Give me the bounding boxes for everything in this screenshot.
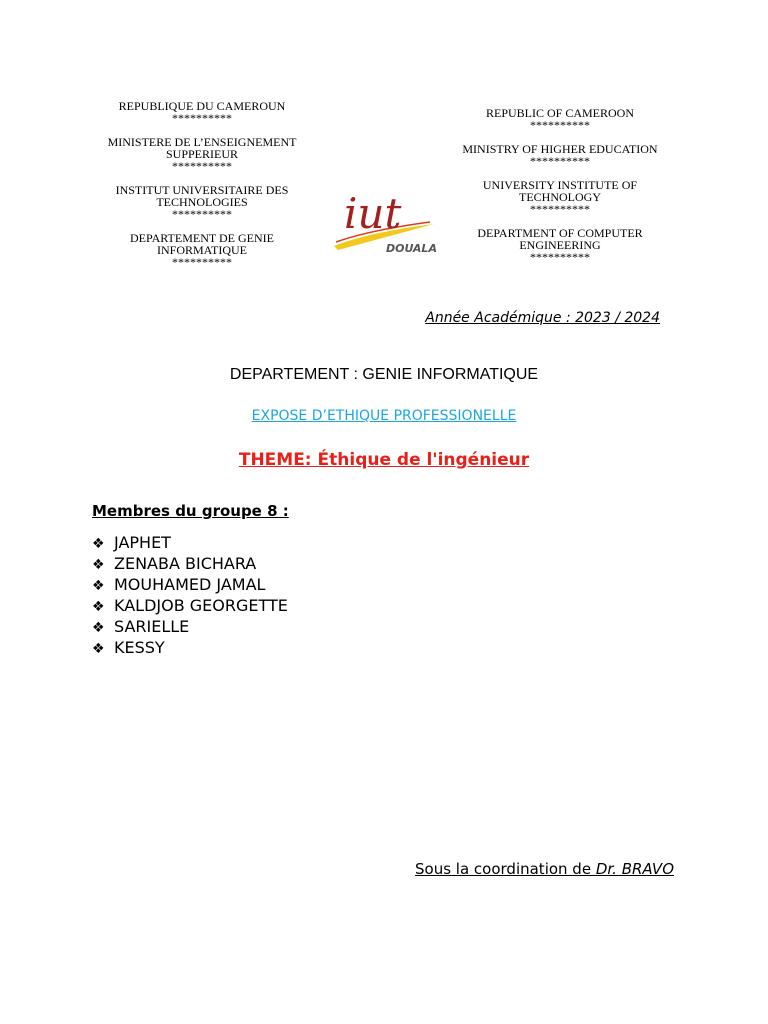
header-group xyxy=(100,136,304,172)
header-group xyxy=(458,179,662,215)
diamond-bullet-icon: ❖ xyxy=(92,578,105,594)
list-item xyxy=(92,532,288,553)
header-line: REPUBLIQUE DU CAMEROUN xyxy=(118,99,286,113)
member-name: KALDJOB GEORGETTE xyxy=(114,596,288,615)
member-name: KESSY xyxy=(114,638,165,657)
header-line: ********** xyxy=(530,154,590,168)
diamond-bullet-icon: ❖ xyxy=(92,557,105,573)
header-line: UNIVERSITY INSTITUTE OF xyxy=(482,178,638,192)
iut-douala-logo xyxy=(330,184,438,256)
header-group xyxy=(458,107,662,131)
header-line: ********** xyxy=(172,207,232,221)
header-group xyxy=(100,232,304,268)
header-group xyxy=(458,143,662,167)
header-line: INSTITUT UNIVERSITAIRE DES xyxy=(115,183,289,197)
coordination-prefix: Sous la coordination de xyxy=(415,860,596,878)
header-line: SUPPERIEUR xyxy=(165,147,239,161)
academic-year: Année Académique : 2023 / 2024 xyxy=(425,310,660,326)
diamond-bullet-icon: ❖ xyxy=(92,641,105,657)
expose-title: EXPOSE D’ETHIQUE PROFESSIONELLE xyxy=(251,408,517,424)
header-line: ********** xyxy=(172,159,232,173)
header-line: ********** xyxy=(530,250,590,264)
header-line: MINISTERE DE L’ENSEIGNEMENT xyxy=(107,135,297,149)
header-left-french xyxy=(100,100,304,280)
logo-text: iut xyxy=(344,189,402,238)
member-name: SARIELLE xyxy=(114,617,190,636)
header-right-english xyxy=(458,107,662,275)
list-item xyxy=(92,637,288,658)
list-item xyxy=(92,574,288,595)
diamond-bullet-icon: ❖ xyxy=(92,536,105,552)
header-line: TECHNOLOGY xyxy=(519,190,601,204)
list-item xyxy=(92,595,288,616)
group-title: Membres du groupe 8 : xyxy=(92,502,289,520)
header-line: DEPARTMENT OF COMPUTER xyxy=(477,226,643,240)
diamond-bullet-icon: ❖ xyxy=(92,620,105,636)
diamond-bullet-icon: ❖ xyxy=(92,599,105,615)
department-title: DEPARTEMENT : GENIE INFORMATIQUE xyxy=(229,366,539,383)
header-line: ********** xyxy=(172,255,232,269)
header-line: ENGINEERING xyxy=(519,238,601,252)
header-line: ********** xyxy=(530,118,590,132)
header-line: ********** xyxy=(530,202,590,216)
members-list xyxy=(92,532,288,658)
theme-title: THEME: Éthique de l'ingénieur xyxy=(238,450,530,470)
header-line: INFORMATIQUE xyxy=(157,243,247,257)
header-line: ********** xyxy=(172,111,232,125)
header-line: TECHNOLOGIES xyxy=(156,195,248,209)
header-group xyxy=(458,227,662,263)
header-line: REPUBLIC OF CAMEROON xyxy=(485,106,635,120)
member-name: ZENABA BICHARA xyxy=(114,554,257,573)
coordination-line xyxy=(415,860,674,878)
header-line: MINISTRY OF HIGHER EDUCATION xyxy=(462,142,658,156)
coordinator-name: Dr. BRAVO xyxy=(595,860,674,878)
logo-subtext: DOUALA xyxy=(386,242,437,255)
list-item xyxy=(92,553,288,574)
list-item xyxy=(92,616,288,637)
member-name: MOUHAMED JAMAL xyxy=(114,575,266,594)
header-line: DEPARTEMENT DE GENIE xyxy=(130,231,274,245)
member-name: JAPHET xyxy=(114,533,171,552)
header-group xyxy=(100,184,304,220)
header-group xyxy=(100,100,304,124)
